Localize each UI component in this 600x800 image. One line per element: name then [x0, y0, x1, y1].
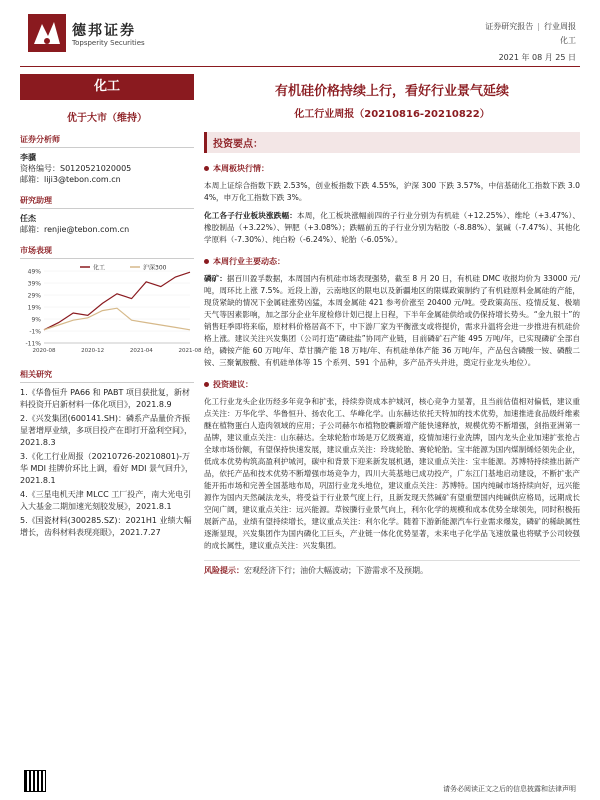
risk-notice [204, 560, 580, 576]
analyst-name: 李骥 [20, 153, 36, 162]
x-tick-label: 2021-04 [129, 348, 153, 354]
section-heading [204, 379, 580, 390]
assistant-email: 邮箱：renjie@tebon.com.cn [20, 225, 130, 234]
section-heading [204, 256, 580, 267]
paragraph [204, 273, 580, 369]
paragraph [204, 210, 580, 246]
key-points-heading: 投资要点： [204, 132, 580, 153]
risk-text: 宏观经济下行；油价大幅波动；下游需求不及预期。 [244, 566, 428, 575]
section-label: 投资建议： [213, 380, 253, 389]
paragraph: 化工行业龙头企业历经多年竞争和扩张，持续券资成本护城河，核心竞争力显著，且当前估值相对偏低，建议重点关注：万华化学、华鲁恒升、扬农化工、华峰化学。山东赫达依托天特加的技术优势，加速推进食品级纤维素醚在植物蛋白人造肉领域的应用；子公司赫尔布植物胶囊新增产能快速释放，规模优势不断增强，剑指亚洲第一品牌，建议重点关注：山东赫达。全球轮胎市场是万亿级赛道，疫情加速行业洗牌，国内龙头企业加速扩张抢占全球市场份额，有望保持快速发展，建议重点关注：玲珑轮胎、赛轮轮胎。宝丰能源为国内煤制烯烃领先企业，低成本优势构筑高盈利护城河，碳中和背景下迎来新发展机遇，建议重点关注：宝丰能源。苏博特持续推出新产品，依托产品和技术优势不断增强市场竞争力，四川大英基地已成功投产，广东江门基地启动建设，不断扩张产能开拓市场和完善全国基地布局，巩固行业龙头地位，建议重点关注：苏博特。国内纯碱市场持续向好，远兴能源作为国内天然碱法龙头，将受益于行业景气度上行，且新发现天然碱矿有望重塑国内纯碱供应格局，远期成长空间广阔，建议重点关注：远兴能源。草铵膦行业景气向上，利尔化学的规模和成本优势全球领先，同时积极拓展新产品，业绩有望持续增长，建议重点关注：利尔化学。随着下游新能源汽车行业需求爆发，磷矿的稀缺属性逐渐显现，兴发集团作为国内磷化工巨头，产业链一体化优势显著，未来电子化学品飞速放量也将赋予公司较强的成长属性，建议重点关注：兴发集团。 [204, 397, 580, 550]
related-heading: 相关研究 [20, 369, 194, 383]
section-label: 本周板块行情： [213, 164, 269, 173]
assistant-heading: 研究助理 [20, 195, 194, 209]
related-item[interactable]: 4.《三星电机天津 MLCC 工厂投产，南大光电引入大基金二期加速光刻胶发展》，2021.8.1 [20, 490, 192, 511]
y-tick-label: 19% [27, 304, 41, 312]
paragraph: 本周上证综合指数下跌 2.53%，创业板指数下跌 4.55%，沪深 300 下跌 3.57%，中信基础化工指数下跌 3.04%，申万化工指数下跌 3%。 [204, 181, 580, 202]
footer-disclaimer: 请务必阅读正文之后的信息披露和法律声明 [443, 785, 576, 793]
header-divider [20, 66, 580, 67]
analyst-qual: 资格编号：S0120521020005 [20, 164, 132, 173]
analyst-heading: 证券分析师 [20, 134, 194, 148]
legend-label: 沪深300 [143, 264, 167, 272]
analyst-info [20, 152, 194, 185]
sidebar [20, 74, 202, 541]
report-date: 2021 年 08 月 25 日 [498, 53, 576, 62]
y-tick-label: 39% [27, 280, 41, 288]
market-chart-svg [20, 263, 202, 359]
assistant-info [20, 213, 194, 235]
y-tick-label: -11% [25, 340, 41, 348]
report-subtitle: 化工行业周报（20210816-20210822） [294, 109, 490, 120]
bullet-icon [204, 166, 209, 171]
bullet-icon [204, 259, 209, 264]
y-tick-label: 9% [31, 316, 41, 324]
legend-label: 化工 [93, 264, 106, 272]
y-tick-label: 49% [27, 268, 41, 276]
y-tick-label: -1% [29, 328, 41, 336]
para-lead: 化工各子行业板块涨跌幅： [204, 211, 297, 220]
x-tick-label: 2020-08 [32, 348, 56, 354]
series-line-0 [44, 272, 190, 330]
brand-name-cn: 德邦证券 [72, 23, 136, 39]
separator: | [537, 22, 540, 31]
report-title: 有机硅价格持续上行，看好行业景气延续 [274, 84, 509, 99]
company-logo [28, 14, 66, 52]
risk-label: 风险提示： [204, 566, 244, 575]
related-item[interactable]: 1.《华鲁恒升 PA66 和 PABT 项目获批复，新材料投资开启新材料一体化项目》，2021.8.9 [20, 388, 190, 409]
para-lead: 磷矿： [204, 274, 227, 283]
para-body: 本周，化工板块涨幅前四的子行业分别为有机硅（+12.25%）、维纶（+3.47%）、橡胶制品（+3.22%）、钾肥（+3.08%）；跌幅前五的子行业分别为粘胶（-8.88%）、氯碱（-7.47%）、其他化学原料（-7.30%）、纯白粉（-6.24%）、轮胎（-6.05%）。 [204, 211, 580, 244]
analyst-email: 邮箱：liji3@tebon.com.cn [20, 175, 121, 184]
para-body: 据百川盈孚数据，本周国内有机硅市场表现强势，截至 8 月 20 日，有机硅 DMC 收报均价为 33000 元/吨，周环比上涨 7.5%。近段上游，云南地区的限电以及新疆地区的限媒政策制约了有机硅原料金属硅的产能，现货紧缺的情况下金属硅涨势凶猛，本周金属硅 421 参考价涨至 20400 元/吨。受政策高压、疫情反复、极端天气等因素影响，加之部分企业年度检修计划已提上日程，下半年金属硅供给或仍保持增长势头。“金九银十”的销售旺季即将来临，原材料价格居高不下，中下游厂家为平衡涨支或将提价，需求升温将会进一步推进有机硅价格上涨。建议关注兴发集团（公司打造“磷硅盐”协同产业链，目前磷矿石产能 495 万吨/年，已实现磷矿全部自给，磷铵产能 60 万吨/年、草甘膦产能 18 万吨/年、有机硅单体产能 36 万吨/年，产品包含磷酸一铵、磷酸二铵、三聚氰胺酸、有机硅单体等 15 个系列、591 个品种，多产品齐头并进，奠定行业龙头地位）。 [204, 274, 581, 367]
market-heading: 市场表现 [20, 245, 194, 259]
main-content [204, 74, 580, 576]
related-item[interactable]: 5.《国瓷材料(300285.SZ)：2021H1 业绩大幅增长，齿科材料表现亮眼》，2021.7.27 [20, 516, 192, 537]
related-item[interactable]: 3.《化工行业周报（20210726-20210801)-万华 MDI 挂牌价环比上调，看好 MDI 景气回升》，2021.8.1 [20, 452, 194, 485]
bullet-icon [204, 382, 209, 387]
section-label: 本周行业主要动态： [213, 257, 285, 266]
report-type-line [485, 20, 576, 48]
market-chart [20, 263, 202, 359]
qr-code [24, 770, 46, 792]
report-type: 证券研究报告 [485, 22, 534, 31]
report-sub: 行业周报 [544, 22, 576, 31]
x-tick-label: 2021-08 [178, 348, 202, 354]
y-tick-label: 29% [27, 292, 41, 300]
rating: 优于大市（维持） [67, 113, 147, 124]
assistant-name: 任杰 [20, 214, 36, 223]
related-item[interactable]: 2.《兴发集团(600141.SH)：磷系产品量价齐振显著增厚业绩，多项目投产在即打开盈利空间》，2021.8.3 [20, 414, 192, 447]
section-heading [204, 163, 580, 174]
brand-name-en: Topsperity Securities [72, 39, 145, 47]
header-industry: 化工 [560, 36, 576, 45]
related-list [20, 387, 194, 539]
industry-box: 化工 [20, 74, 194, 100]
x-tick-label: 2020-12 [81, 348, 105, 354]
